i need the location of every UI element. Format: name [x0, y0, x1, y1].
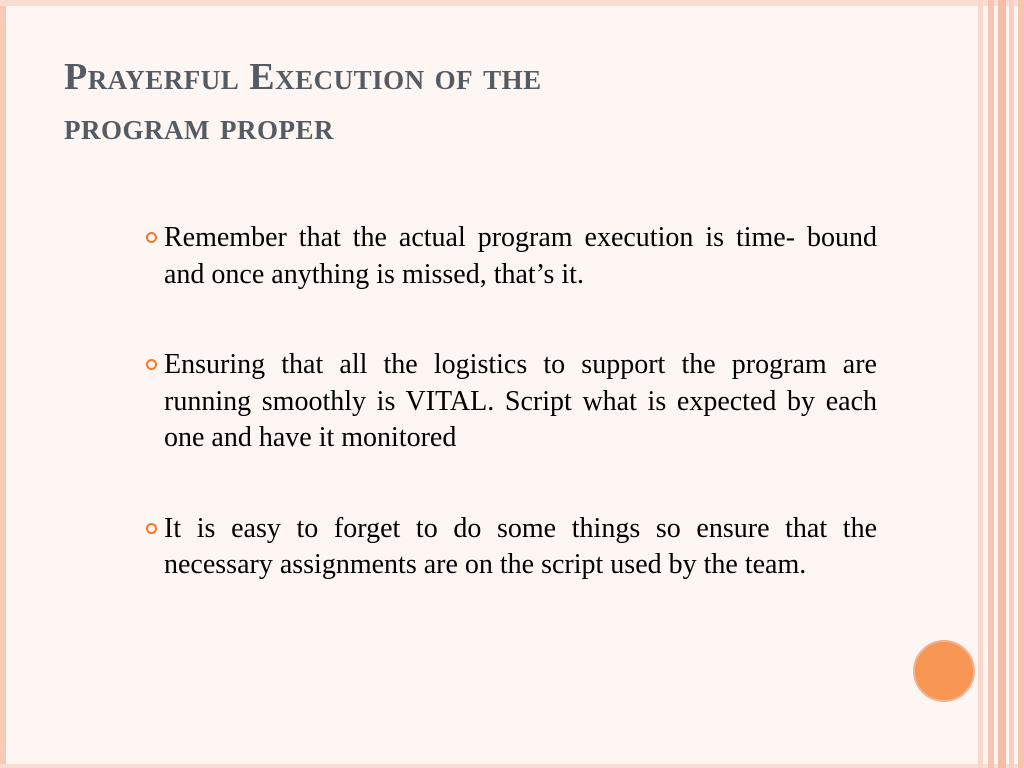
bullet-item — [142, 220, 877, 293]
decorative-stripes — [976, 0, 1024, 768]
bullet-item — [142, 347, 877, 457]
frame-left-border — [0, 0, 6, 768]
stripe — [988, 0, 994, 768]
bullet-text: It is easy to forget to do some things so ensure that the necessary assignments are on the script used by the team. — [164, 512, 877, 580]
title-line: program proper — [64, 106, 334, 148]
stripe — [978, 0, 983, 768]
bullet-circle-icon — [146, 359, 157, 370]
bullet-item — [142, 511, 877, 584]
bullet-list — [142, 220, 877, 584]
bullet-circle-icon — [146, 232, 157, 243]
frame-bottom-border — [0, 764, 1024, 768]
bullet-circle-icon — [146, 523, 157, 534]
title-line: Prayerful Execution of the — [64, 56, 542, 98]
decorative-circle-icon — [913, 640, 975, 702]
frame-top-border — [0, 0, 1024, 6]
bullet-text: Remember that the actual program execution is time- bound and once anything is missed, that’s it. — [164, 222, 877, 290]
stripe — [1009, 0, 1014, 768]
bullet-text: Ensuring that all the logistics to support the program are running smoothly is VITAL. Script what is expected by each one and have it monitored — [164, 349, 877, 453]
slide-title — [64, 52, 904, 152]
stripe — [1018, 0, 1024, 768]
stripe — [998, 0, 1006, 768]
